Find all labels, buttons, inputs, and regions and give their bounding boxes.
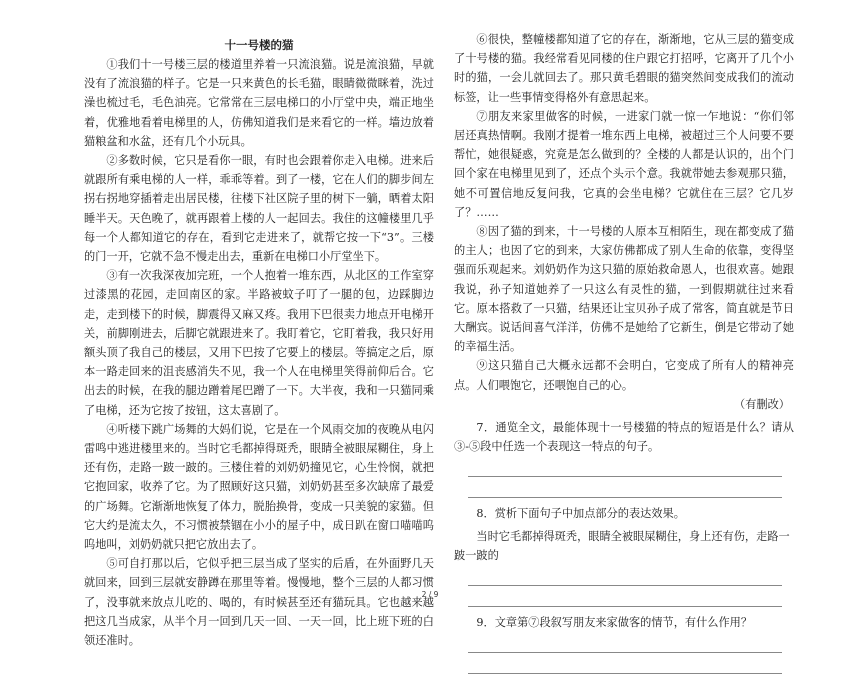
answer-line[interactable]: [468, 456, 782, 477]
article-title: 十一号楼的猫: [224, 38, 294, 52]
question-8-text: 8．赏析下面句子中加点部分的表达效果。: [476, 507, 685, 521]
paragraph-7: ⑦朋友来家里做客的时候，一进家门就一惊一乍地说：“你们邻居还真热情啊。我刚才提着一堆东西上电梯，被超过三个人问要不要帮忙，她很疑惑，究竟是怎么做到的？全楼的人都是认识的，出个门回个家在电梯里见到了，还点个头示个意。我就带她去参观那只猫，她不可置信地反复问我，它真的会坐电梯？它就住在三层？它几岁了？……: [454, 109, 794, 219]
source-note: （有删改）: [734, 397, 790, 411]
paragraph-3: ③有一次我深夜加完班，一个人抱着一堆东西，从北区的工作室穿过漆黑的花园，走回南区的家。半路被蚊子叮了一腿的包，边踩脚边走，走到楼下的时候，脚震得又麻又疼。我用下巴很卖力地点开电梯开关，前脚刚进去，后脚它就跟进来了。我盯着它，它盯着我，我只好用额头顶了我自己的楼层，又用下巴按了它要上的楼层。等搞定之后，原本一路走回来的沮丧感消失不见，我一个人在电梯里笑得前仰后合。它出去的时候，在我的腿边蹭着尾巴蹭了一下。大半夜，我和一只猫同乘了电梯，还为它按了按钮，这太喜剧了。: [84, 269, 434, 417]
question-9: [454, 613, 794, 674]
question-9-text: 9．文章第⑦段叙写朋友来家做客的情节，有什么作用？: [476, 616, 753, 630]
paragraph-6: ⑥很快，整幢楼都知道了它的存在，渐渐地，它从三层的猫变成了十号楼的猫。我经常看见同楼的住户跟它打招呼，它离开了几个小时的猫，一会儿就回去了。那只黄毛碧眼的猫突然间变成我们的流动标签，让一些事情变得格外有意思起来。: [454, 33, 794, 104]
question-7: [454, 418, 794, 498]
answer-line[interactable]: [468, 632, 782, 653]
paragraph-9: ⑨这只猫自己大概永远都不会明白，它变成了所有人的精神亮点。人们喂饱它，还喂饱自己的心。: [454, 359, 794, 392]
left-column: [84, 36, 434, 650]
paragraph-5: ⑤可自打那以后，它似乎把三层当成了坚实的后盾，在外面野几天就回来，回到三层就安静蹲在那里等着。慢慢地，整个三层的人都习惯了，没事就来放点儿吃的、喝的，有时候甚至还有猫玩具。它也越来越把这几当成家，从半个月一回到几天一回、一天一回，比上班下班的白领还准时。: [84, 557, 434, 648]
answer-line[interactable]: [468, 477, 782, 498]
paragraph-1: ①我们十一号楼三层的楼道里养着一只流浪猫。说是流浪猫，早就没有了流浪猫的样子。它是一只来黄色的长毛猫，眼睛微微眯着，洗过澡也梳过毛，毛色油亮。它常常在三层电梯口的小厅堂中央，端正地坐着，优雅地看着电梯里的人，仿佛知道我们是来看它的一样。墙边放着猫粮盆和水盆，还有几个小玩具。: [84, 58, 434, 148]
paragraph-4: ④听楼下跳广场舞的大妈们说，它是在一个风雨交加的夜晚从电闪雷鸣中逃进楼里来的。当时它毛都掉得斑秃，眼睛全被眼屎糊住，身上还有伤，走路一跛一跛的。三楼住着的刘奶奶撞见它，心生怜悯，就把它抱回家，收养了它。为了照顾好这只猫，刘奶奶甚至多次缺席了最爱的广场舞。它渐渐地恢复了体力，脱胎换骨，变成一只美貌的家猫。但它大约是流太久，不习惯被禁锢在小小的屋子中，成日趴在窗口喵喵呜呜地叫，刘奶奶就只把它放出去了。: [84, 422, 434, 552]
paragraph-8: ⑧因了猫的到来，十一号楼的人原本互相陌生，现在都变成了猫的主人；也因了它的到来，大家仿佛都成了别人生命的依靠，变得坚强而乐观起来。刘奶奶作为这只猫的原始救命恩人，也很欢喜。她跟我说，孙子知道她养了一只这么有灵性的猫，一到假期就往过来看它。原本搭救了一只猫，结果还让宝贝孙子成了常客，简直就是节日大酬宾。说话间喜气洋洋，仿佛不是她给了它新生，倒是它带动了她的幸福生活。: [454, 225, 794, 354]
answer-line[interactable]: [468, 565, 782, 586]
paragraph-2: ②多数时候，它只是看你一眼，有时也会跟着你走入电梯。进来后就跟所有乘电梯的人一样，乖乖等着。到了一楼，它在人们的脚步间左拐右拐地穿插着走出居民楼，往楼下社区院子里的树下一躺，晒着太阳睡半天。天色晚了，就再跟着上楼的人一起回去。我住的这幢楼里几乎每一个人都知道它的存在，看到它走进来了，就帮它按一下“3”。三楼的门一开，它就不急不慢走出去，重新在电梯口小厅堂坐下。: [84, 154, 434, 264]
page-number: 2 / 9: [421, 590, 439, 599]
right-column: [454, 30, 794, 674]
answer-line[interactable]: [468, 653, 782, 674]
question-7-text: 7．通览全文，最能体现十一号楼猫的特点的短语是什么？请从③-⑤段中任选一个表现这一特点的句子。: [454, 421, 794, 454]
question-8-quote: 当时它毛都掉得斑秃，眼睛全被眼屎糊住，身上还有伤，走路一跛一跛的: [454, 529, 790, 562]
